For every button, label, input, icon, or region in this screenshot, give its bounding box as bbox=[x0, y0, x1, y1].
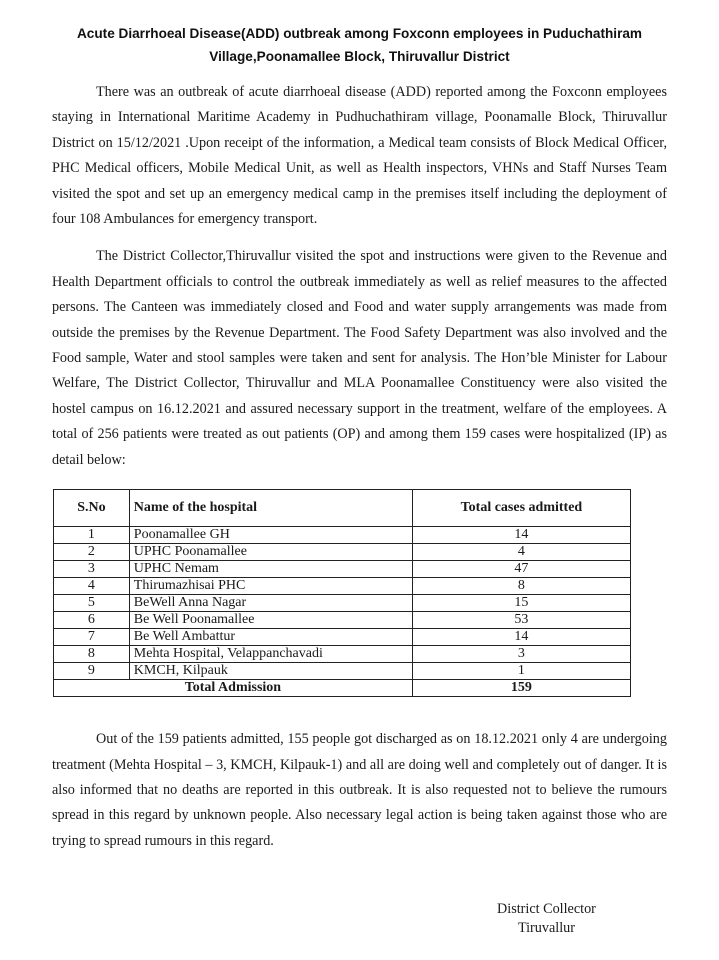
table-body bbox=[54, 527, 631, 680]
hospital-admissions-table bbox=[53, 489, 631, 697]
cell-total-cases: 14 bbox=[412, 527, 630, 544]
table-row bbox=[54, 663, 631, 680]
cell-total-cases: 53 bbox=[412, 612, 630, 629]
signature-block bbox=[497, 900, 596, 938]
paragraph-discharge-status: Out of the 159 patients admitted, 155 people got discharged as on 18.12.2021 only 4 are undergoing treatment (Mehta Hospital – 3, KMCH, Kilpauk-1) and all are doing well and completely out of danger. It is also informed that no deaths are reported in this outbreak. It is also requested not to believe the rumours spread in this regard by unknown people. Also necessary legal action is being taken against those who are trying to spread rumours in this regard. bbox=[52, 731, 667, 849]
paragraph-outbreak-report: There was an outbreak of acute diarrhoeal disease (ADD) reported among the Foxconn employees staying in International Maritime Academy in Pudhuchathiram village, Poonamalle Block, Thiruvallur District on 15/12/2021 .Upon receipt of the information, a Medical team consists of Block Medical Officer, PHC Medical officers, Mobile Medical Unit, as well as Health inspectors, VHNs and Staff Nurses Team visited the spot and set up an emergency medical camp in the premises itself including the deployment of four 108 Ambulances for emergency transport. bbox=[52, 84, 667, 228]
table-total-row bbox=[54, 680, 631, 697]
signature-title: District Collector bbox=[497, 901, 596, 917]
table-row bbox=[54, 544, 631, 561]
cell-sno: 3 bbox=[54, 561, 130, 578]
cell-total-cases: 1 bbox=[412, 663, 630, 680]
cell-sno: 8 bbox=[54, 646, 130, 663]
cell-total-cases: 4 bbox=[412, 544, 630, 561]
cell-hospital-name: Be Well Ambattur bbox=[129, 629, 412, 646]
cell-hospital-name: Poonamallee GH bbox=[129, 527, 412, 544]
signature-district: Tiruvallur bbox=[517, 920, 575, 936]
total-admission-value: 159 bbox=[412, 680, 630, 697]
cell-total-cases: 8 bbox=[412, 578, 630, 595]
cell-total-cases: 15 bbox=[412, 595, 630, 612]
total-admission-label: Total Admission bbox=[54, 680, 413, 697]
cell-total-cases: 3 bbox=[412, 646, 630, 663]
document-title bbox=[52, 22, 667, 68]
table-row bbox=[54, 527, 631, 544]
table-row bbox=[54, 578, 631, 595]
cell-sno: 2 bbox=[54, 544, 130, 561]
cell-sno: 4 bbox=[54, 578, 130, 595]
cell-hospital-name: KMCH, Kilpauk bbox=[129, 663, 412, 680]
cell-sno: 5 bbox=[54, 595, 130, 612]
table-header-row bbox=[54, 490, 631, 527]
cell-sno: 9 bbox=[54, 663, 130, 680]
cell-hospital-name: Be Well Poonamallee bbox=[129, 612, 412, 629]
cell-hospital-name: BeWell Anna Nagar bbox=[129, 595, 412, 612]
cell-total-cases: 14 bbox=[412, 629, 630, 646]
cell-hospital-name: Thirumazhisai PHC bbox=[129, 578, 412, 595]
paragraph-collector-visit: The District Collector,Thiruvallur visited the spot and instructions were given to the Revenue and Health Department officials to control the outbreak immediately as well as relief measures to the affected persons. The Canteen was immediately closed and Food and water supply arrangements was made from outside the premises by the Revenue Department. The Food Safety Department was also involved and the Food sample, Water and stool samples were taken and sent for analysis. The Hon’ble Minister for Labour Welfare, The District Collector, Thiruvallur and MLA Poonamallee Constituency were also visited the hostel campus on 16.12.2021 and assured necessary support in the treatment, welfare of the employees. A total of 256 patients were treated as out patients (OP) and among them 159 cases were hospitalized (IP) as detail below: bbox=[52, 248, 667, 468]
table-row bbox=[54, 561, 631, 578]
table-row bbox=[54, 629, 631, 646]
cell-sno: 1 bbox=[54, 527, 130, 544]
title-line-1: Acute Diarrhoeal Disease(ADD) outbreak among Foxconn employees in Puduchathiram bbox=[76, 26, 643, 41]
cell-hospital-name: UPHC Poonamallee bbox=[129, 544, 412, 561]
cell-sno: 7 bbox=[54, 629, 130, 646]
header-hospital-name: Name of the hospital bbox=[129, 490, 412, 527]
cell-total-cases: 47 bbox=[412, 561, 630, 578]
title-line-2: Village,Poonamallee Block, Thiruvallur District bbox=[209, 49, 510, 64]
cell-hospital-name: Mehta Hospital, Velappanchavadi bbox=[129, 646, 412, 663]
header-total-cases: Total cases admitted bbox=[412, 490, 630, 527]
header-sno: S.No bbox=[54, 490, 130, 527]
cell-sno: 6 bbox=[54, 612, 130, 629]
table-row bbox=[54, 595, 631, 612]
cell-hospital-name: UPHC Nemam bbox=[129, 561, 412, 578]
table-row bbox=[54, 646, 631, 663]
table-row bbox=[54, 612, 631, 629]
